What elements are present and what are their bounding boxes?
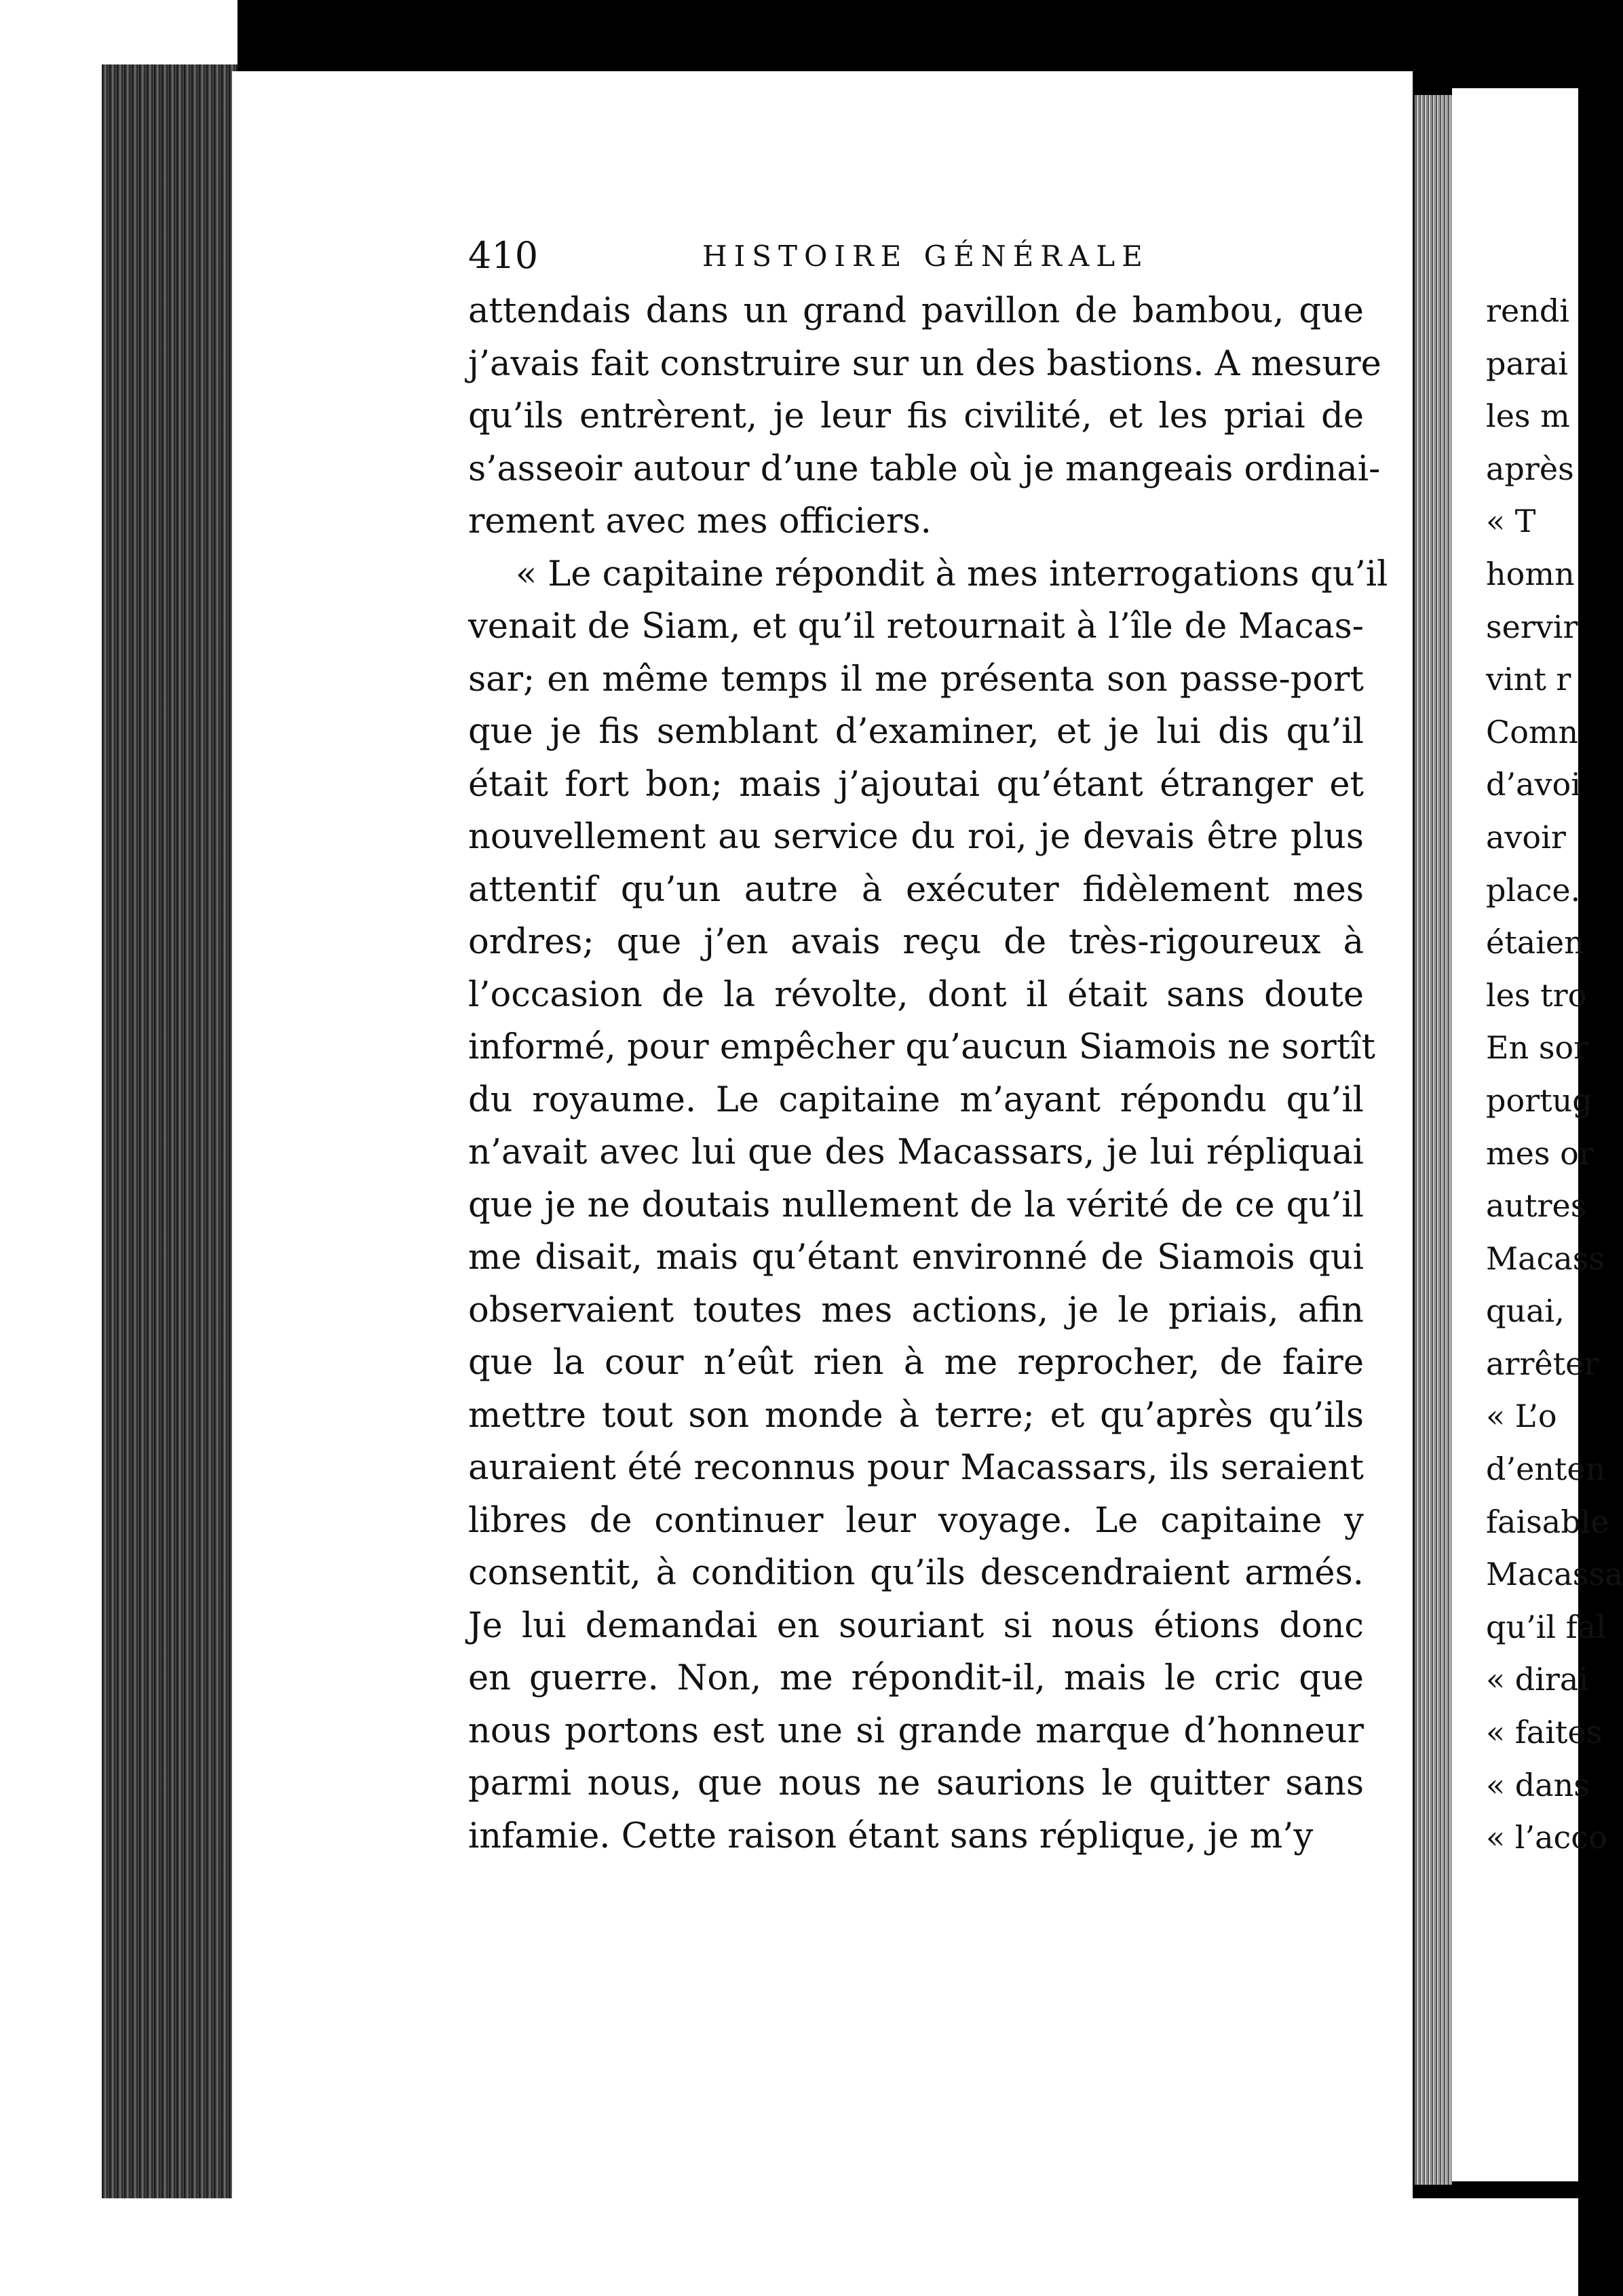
facing-text-line: arrêter [1486,1345,1599,1382]
text-line: Je lui demandai en souriant si nous étions donc [468,1605,1364,1646]
text-line: mettre tout son monde à terre; et qu’après qu’ils [468,1395,1364,1436]
text-line: sar; en même temps il me présenta son passe-port [468,659,1364,700]
text-line: nouvellement au service du roi, je devais être plus [468,817,1364,857]
facing-text-line: « faites [1486,1714,1603,1751]
facing-text-line: En sor [1486,1029,1589,1067]
facing-text-line: Macass [1486,1240,1605,1277]
running-header [468,234,1160,288]
facing-text-line: « dans [1486,1766,1590,1803]
text-line: me disait, mais qu’étant environné de Siamois qui [468,1238,1364,1278]
text-line: observaient toutes mes actions, je le priais, afin [468,1290,1364,1331]
facing-text-line: les tro [1486,976,1587,1014]
facing-text-line: avoir [1486,818,1566,856]
facing-text-line: « dirai [1486,1661,1589,1698]
text-line: que je fis semblant d’examiner, et je lui dis qu’il [468,712,1364,752]
body-text [468,285,1388,1862]
text-line: auraient été reconnus pour Macassars, ils seraient [468,1448,1364,1488]
text-line: attendais dans un grand pavillon de bambou, que [468,291,1364,331]
book-spine [102,64,237,2202]
text-line: infamie. Cette raison étant sans réplique, je m’y [468,1816,1314,1856]
facing-text-line: portug [1486,1082,1592,1119]
facing-text-line: place. [1486,871,1581,908]
text-line: rement avec mes officiers. [468,501,932,541]
facing-text-line: rendi [1486,292,1569,329]
facing-text-line: d’avoi [1486,766,1581,803]
facing-text-line: d’enten [1486,1451,1606,1488]
facing-text-line: « l’acco [1486,1819,1607,1856]
facing-text-line: « L’o [1486,1398,1557,1435]
facing-text-line: étaien [1486,924,1584,961]
text-line: en guerre. Non, me répondit-il, mais le cric que [468,1658,1364,1698]
facing-text-line: Comn [1486,713,1579,750]
facing-text-line: parai [1486,345,1568,382]
text-line: j’avais fait construire sur un des bastions. A mesure [468,343,1381,384]
text-line: n’avait avec lui que des Macassars, je lui répliquai [468,1132,1364,1172]
text-line: parmi nous, que nous ne saurions le quitter sans [468,1763,1364,1803]
facing-page-text [1486,285,1623,1864]
page-gutter [1415,95,1452,2185]
facing-text-line: servir [1486,608,1578,645]
facing-text-line: « T [1486,503,1536,540]
text-line: « Le capitaine répondit à mes interrogations qu’il [516,554,1388,594]
facing-text-line: homn [1486,555,1575,592]
text-line: ordres; que j’en avais reçu de très-rigoureux à [468,922,1364,962]
text-line: nous portons est une si grande marque d’honneur [468,1710,1364,1751]
text-line: que je ne doutais nullement de la vérité de ce qu’il [468,1185,1364,1225]
text-line: s’asseoir autour d’une table où je mangeais ordinai- [468,448,1381,489]
page-number: 410 [468,234,539,277]
text-line: informé, pour empêcher qu’aucun Siamois ne sortît [468,1027,1376,1067]
text-line: libres de continuer leur voyage. Le capitaine y [468,1500,1364,1541]
text-line: que la cour n’eût rien à me reprocher, de faire [468,1343,1364,1383]
facing-text-line: mes or [1486,1134,1594,1172]
facing-text-line: vint r [1486,661,1571,698]
facing-text-line: Macassa [1486,1556,1623,1593]
text-line: attentif qu’un autre à exécuter fidèlement mes [468,869,1364,910]
text-line: était fort bon; mais j’ajoutai qu’étant étranger et [468,764,1364,805]
running-title: HISTOIRE GÉNÉRALE [702,240,1149,273]
facing-text-line: après [1486,450,1574,487]
facing-text-line: faisable [1486,1503,1609,1540]
text-line: l’occasion de la révolte, dont il était sans doute [468,974,1364,1015]
text-line: qu’ils entrèrent, je leur fis civilité, et les priai de [468,396,1364,436]
facing-text-line: les m [1486,398,1570,435]
text-line: consentit, à condition qu’ils descendraient armés. [468,1553,1364,1593]
text-line: du royaume. Le capitaine m’ayant répondu qu’il [468,1079,1364,1120]
facing-text-line: autres [1486,1187,1587,1225]
facing-text-line: qu’il fal [1486,1608,1606,1645]
bottom-margin [0,2198,1578,2296]
facing-text-line: quai, [1486,1293,1565,1330]
text-line: venait de Siam, et qu’il retournait à l’île de Macas- [468,607,1364,647]
